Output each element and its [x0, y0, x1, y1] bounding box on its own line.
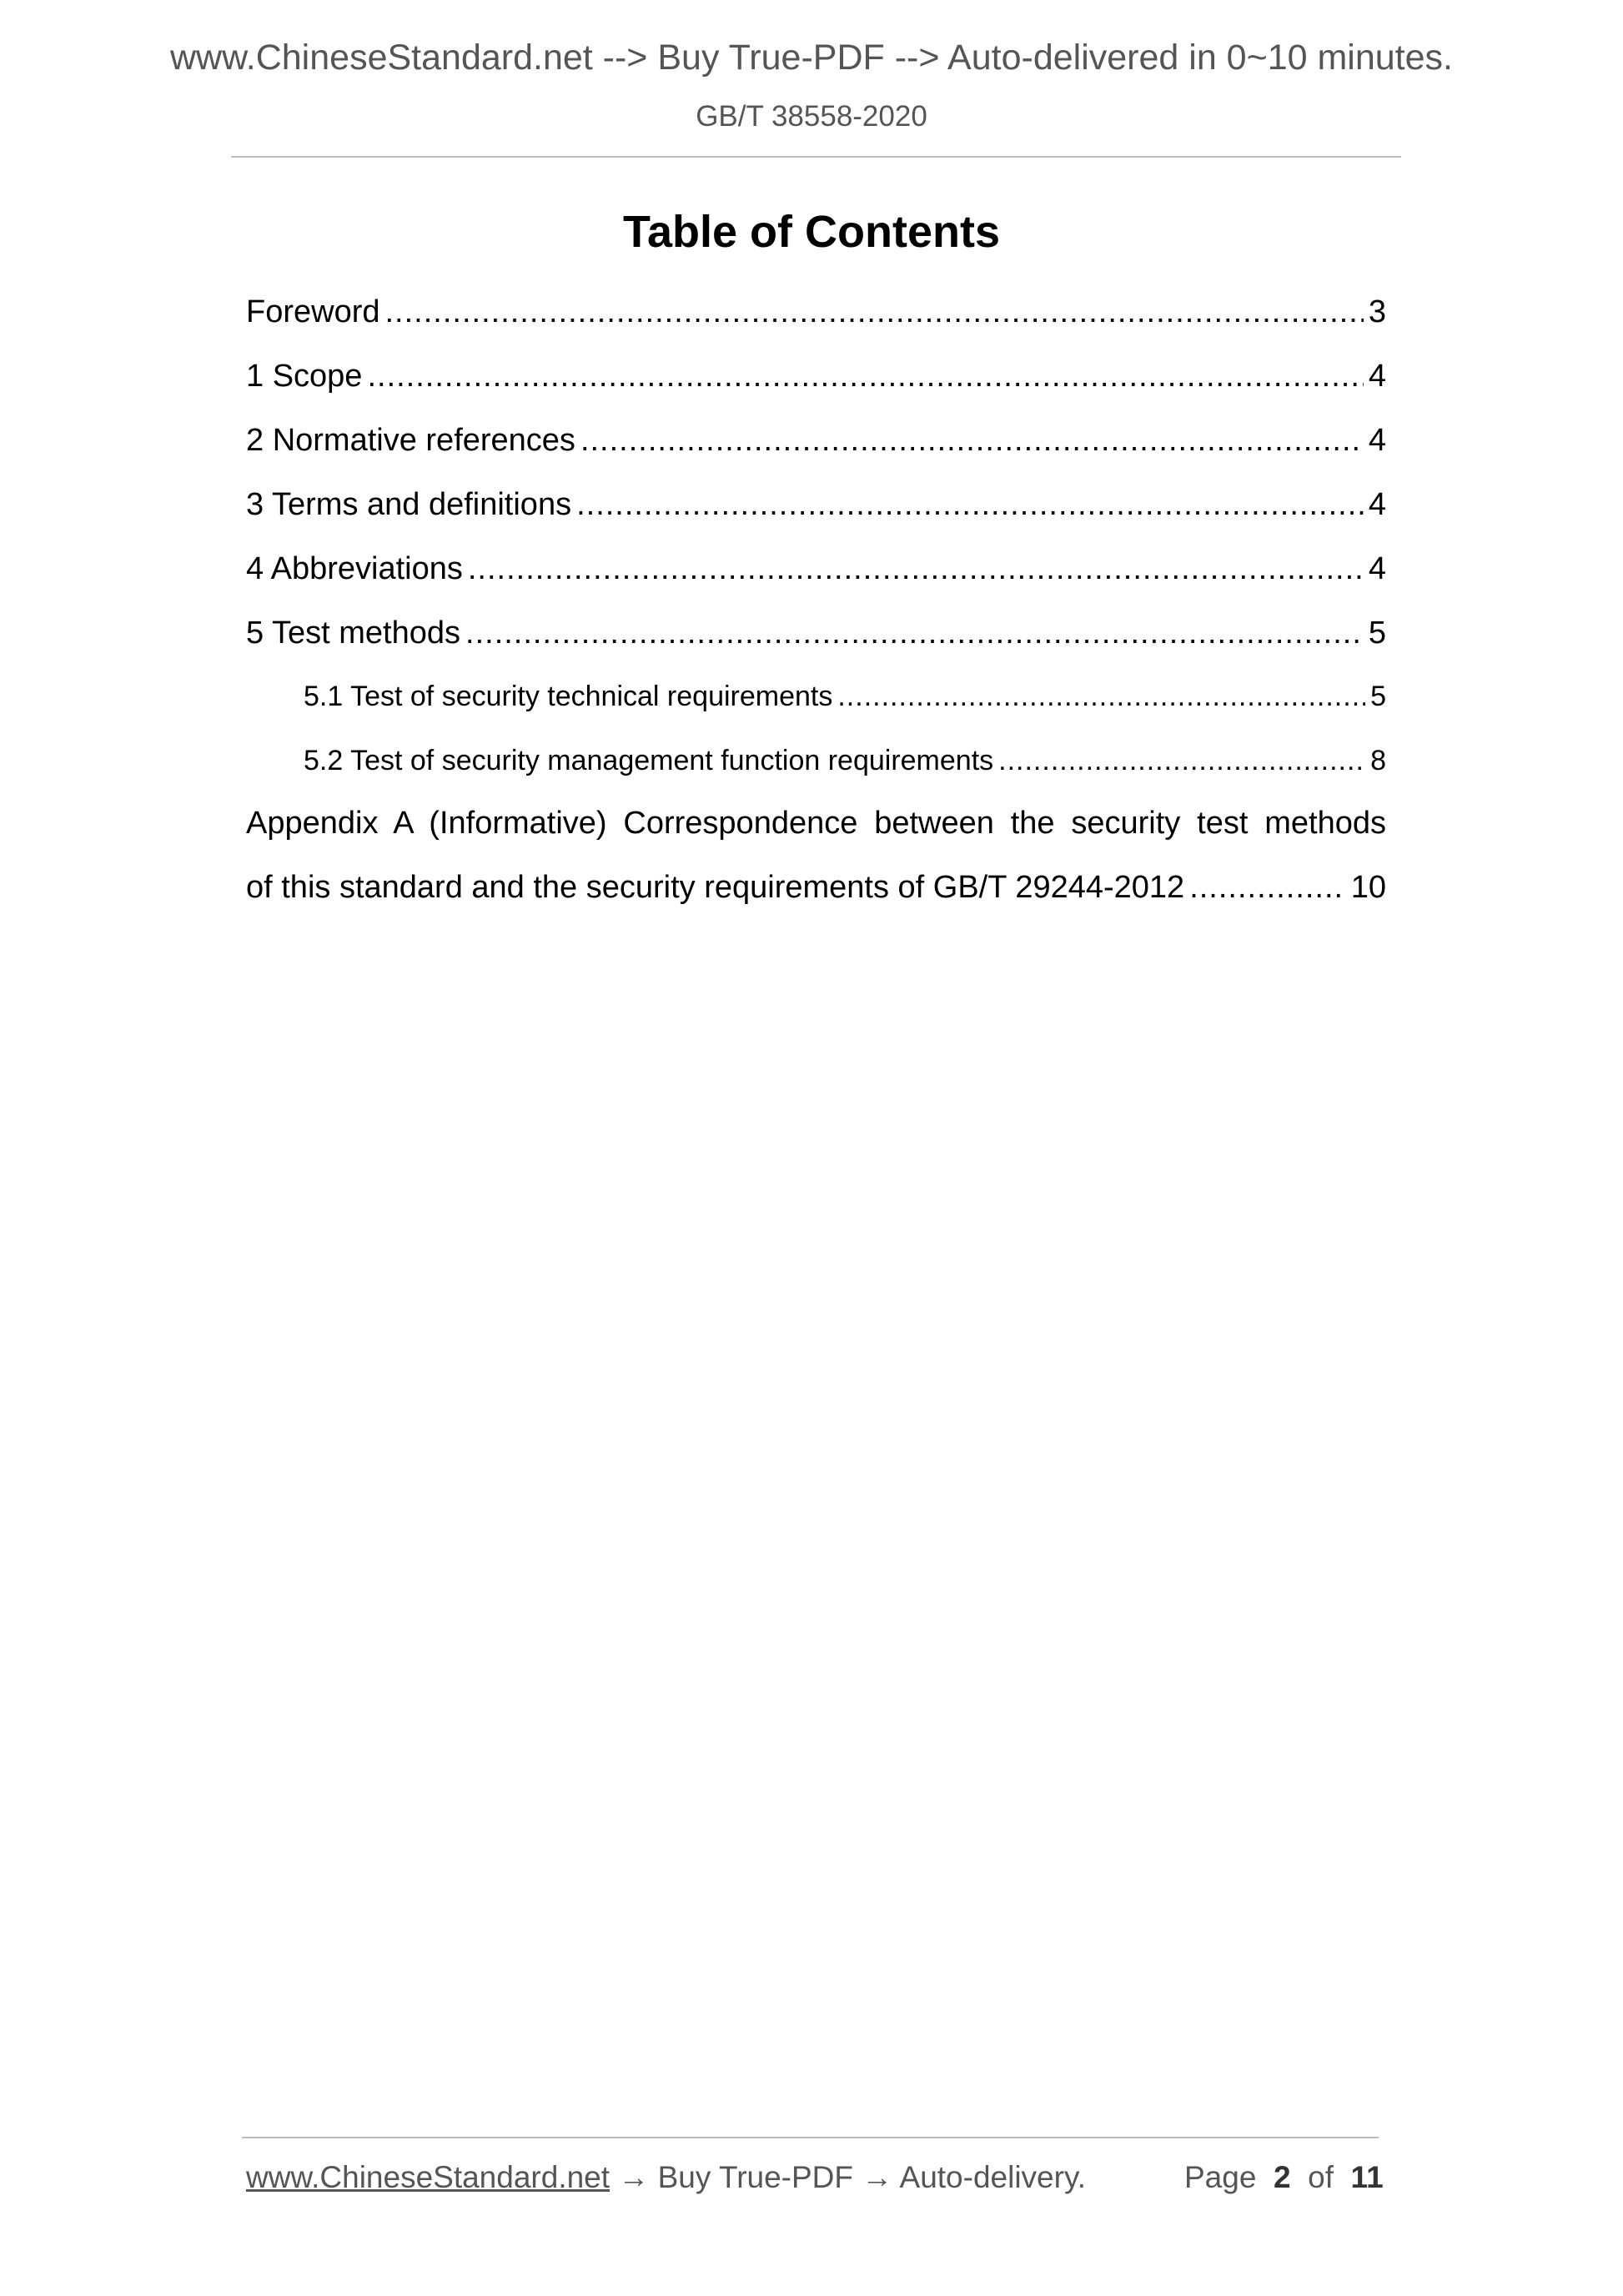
toc-leader-dots	[998, 746, 1365, 775]
toc-entry-foreword[interactable]	[246, 296, 1386, 328]
toc-leader-dots	[367, 360, 1363, 392]
toc-leader-dots	[465, 617, 1364, 649]
header-banner: www.ChineseStandard.net --> Buy True-PDF --> Auto-delivered in 0~10 minutes.	[169, 38, 1453, 78]
toc-entry-appendix-a[interactable]: Appendix A (Informative) Correspondence between the security test methods	[246, 806, 1386, 841]
current-page-number: 2	[1273, 2160, 1291, 2194]
toc-entry-label: 5 Test methods	[246, 615, 461, 651]
toc-leader-dots	[385, 296, 1364, 328]
toc-entry-label: 4 Abbreviations	[246, 551, 463, 586]
toc-entry-terms-and-definitions[interactable]	[246, 489, 1386, 520]
toc-leader-dots	[580, 425, 1364, 456]
toc-entry-page: 4	[1368, 551, 1386, 586]
toc-entry-page: 4	[1368, 359, 1386, 394]
footer-divider	[242, 2137, 1379, 2138]
toc-entry-5-2[interactable]	[304, 746, 1386, 775]
toc-entry-page: 8	[1370, 745, 1386, 776]
toc-entry-label: 1 Scope	[246, 359, 363, 394]
footer-promo	[246, 2162, 1086, 2193]
toc-entry-label: of this standard and the security requirements of GB/T 29244-2012	[246, 870, 1185, 905]
header-divider	[231, 156, 1401, 158]
toc-leader-dots	[576, 489, 1364, 520]
toc-leader-dots	[1189, 872, 1346, 903]
page-indicator	[1184, 2162, 1384, 2193]
toc-entry-5-1[interactable]	[304, 682, 1386, 711]
toc-leader-dots	[468, 553, 1364, 585]
toc-entry-scope[interactable]	[246, 360, 1386, 392]
standard-code: GB/T 38558-2020	[696, 100, 927, 133]
toc-entry-page: 5	[1370, 681, 1386, 712]
of-word: of	[1308, 2160, 1334, 2194]
toc-entry-label: 5.2 Test of security management function requirements	[304, 745, 994, 776]
toc-entry-appendix-a-continued[interactable]	[246, 872, 1386, 903]
toc-title: Table of Contents	[623, 207, 1000, 257]
footer-site-link[interactable]: www.ChineseStandard.net	[246, 2160, 611, 2194]
footer-tagline: → Buy True-PDF → Auto-delivery.	[610, 2160, 1086, 2194]
total-page-number: 11	[1350, 2160, 1384, 2194]
page-word: Page	[1184, 2160, 1257, 2194]
toc-entry-label: 5.1 Test of security technical requirements	[304, 681, 833, 712]
toc-entry-label: 2 Normative references	[246, 423, 575, 458]
toc-entry-test-methods[interactable]	[246, 617, 1386, 649]
toc-entry-page: 4	[1368, 423, 1386, 458]
toc-entry-abbreviations[interactable]	[246, 553, 1386, 585]
toc-entry-normative-references[interactable]	[246, 425, 1386, 456]
toc-entry-page: 5	[1368, 615, 1386, 651]
toc-entry-page: 10	[1350, 870, 1386, 905]
toc-entry-page: 4	[1368, 487, 1386, 522]
toc-entry-label: Foreword	[246, 294, 380, 329]
toc-entry-page: 3	[1368, 294, 1386, 329]
toc-entry-label: 3 Terms and definitions	[246, 487, 572, 522]
toc-leader-dots	[837, 682, 1365, 711]
